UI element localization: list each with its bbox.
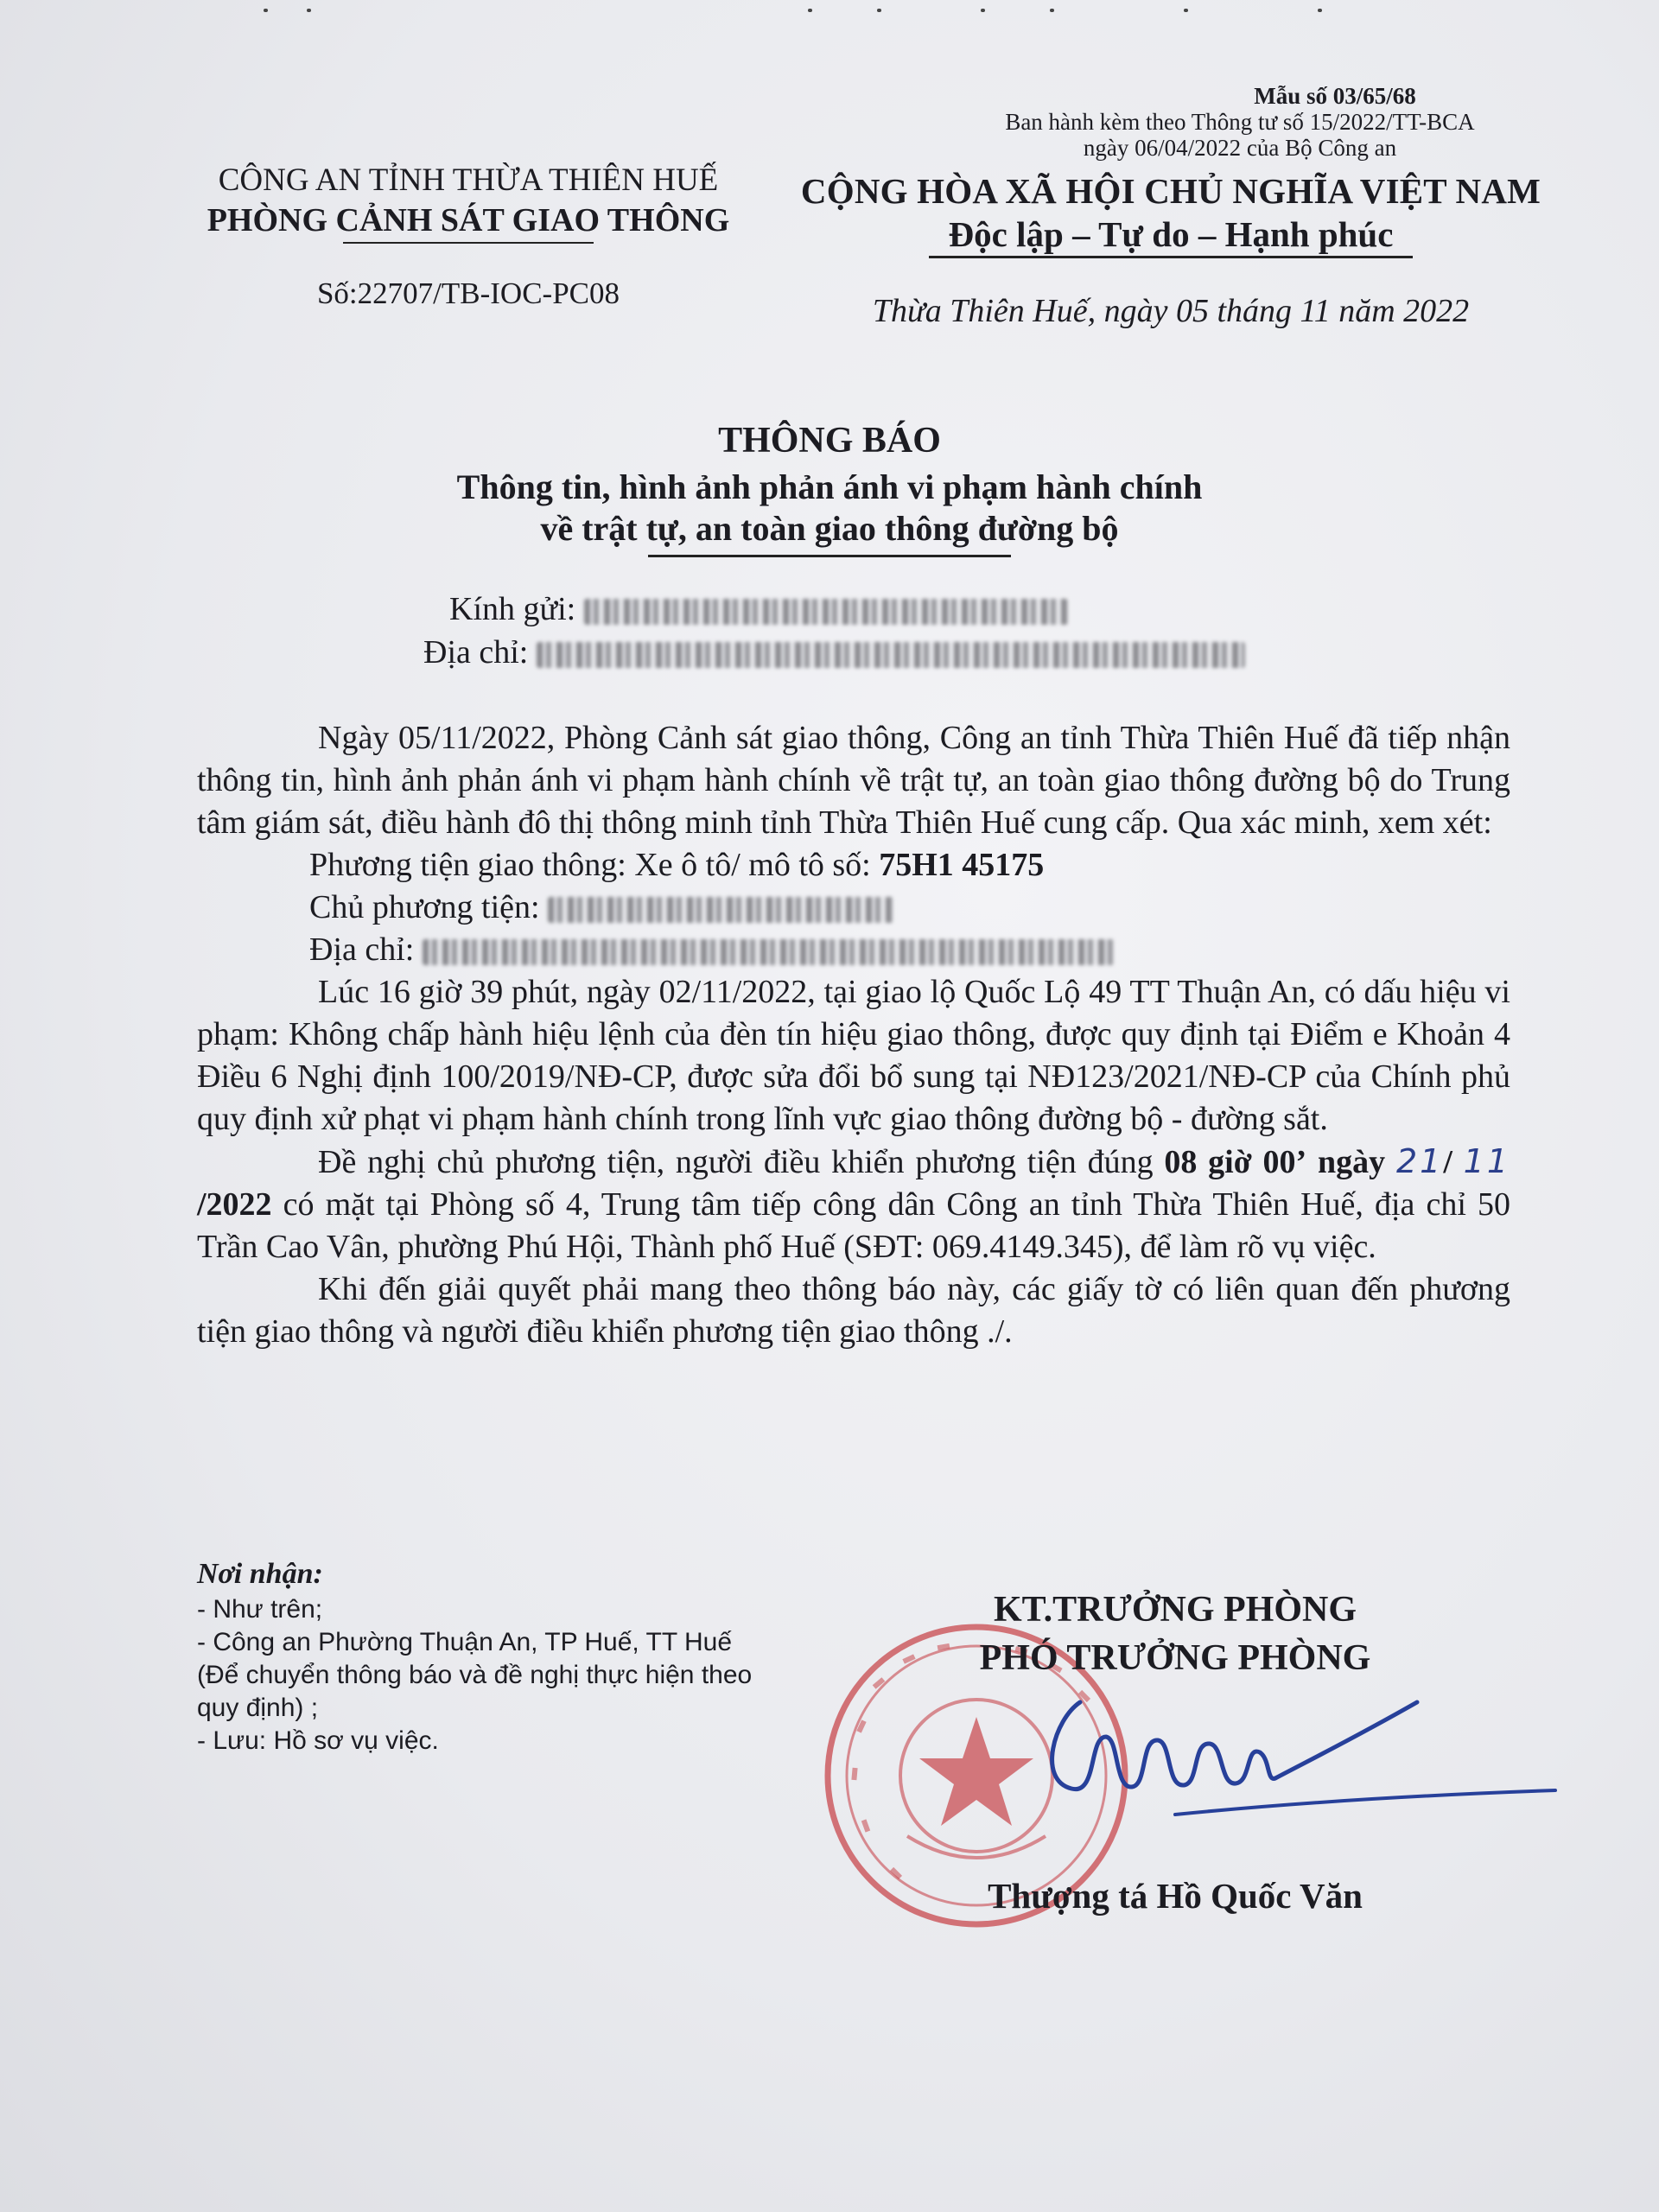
form-reference: [938, 83, 1542, 161]
handwritten-day: 21: [1395, 1142, 1444, 1180]
subtitle-line-1: Thông tin, hình ảnh phản ánh vi phạm hành chính: [456, 467, 1203, 506]
summons-intro: Đề nghị chủ phương tiện, người điều khiển phương tiện đúng: [318, 1144, 1154, 1180]
paragraph-summons: Đề nghị chủ phương tiện, người điều khiển phương tiện đúng 08 giờ 00’ ngày 21/ 11 /2022 có mặt tại Phòng số 4, Trung tâm tiếp công dân Công an tỉnh Thừa Thiên Huế, địa chỉ 50 Trần Cao Vân, phường Phú Hội, Thành phố Huế (SĐT: 069.4149.345), để làm rõ vụ việc.: [197, 1142, 1511, 1265]
issuing-agency: [183, 161, 753, 244]
owner-address-line: [197, 929, 1510, 971]
recipients-list: [197, 1555, 802, 1758]
form-code: Mẫu số 03/65/68: [1254, 83, 1416, 109]
recipient-address-label: Địa chỉ:: [423, 634, 529, 671]
summons-day-label: ngày: [1318, 1144, 1386, 1180]
redacted-owner-address: [423, 939, 1114, 965]
subtitle-line-2: về trật tự, an toàn giao thông đường bộ: [540, 509, 1119, 548]
paragraph-violation: Lúc 16 giờ 39 phút, ngày 02/11/2022, tại giao lộ Quốc Lộ 49 TT Thuận An, có dấu hiệu vi phạm: Không chấp hành hiệu lệnh của đèn tín hiệu giao thông, được quy định tại Điểm e Khoản 4 Điều 6 Nghị định 100/2019/NĐ-CP, được sửa đổi bổ sung tại NĐ123/2021/NĐ-CP của Chính phủ quy định xử phạt vi phạm hành chính trong lĩnh vực giao thông đường bộ - đường sắt.: [197, 974, 1510, 1137]
summons-location: có mặt tại Phòng số 4, Trung tâm tiếp công dân Công an tỉnh Thừa Thiên Huế, địa chỉ 50 Trần Cao Vân, phường Phú Hội, Thành phố Huế (SĐT: 069.4149.345), để làm rõ vụ việc.: [197, 1186, 1510, 1265]
nation-motto: Độc lập – Tự do – Hạnh phúc: [948, 214, 1394, 254]
agency-unit: PHÒNG CẢNH SÁT GIAO THÔNG: [207, 202, 730, 238]
redacted-recipient-address: [537, 642, 1245, 668]
vehicle-label: Phương tiện giao thông: Xe ô tô/ mô tô số:: [309, 847, 871, 883]
national-header: [791, 169, 1551, 258]
plate-number: 75H1 45175: [879, 847, 1045, 883]
owner-label: Chủ phương tiện:: [309, 889, 540, 925]
subtitle-underline: [648, 555, 1011, 557]
signer-name: Thượng tá Hồ Quốc Văn: [988, 1876, 1363, 1916]
summons-time: 08 giờ 00’: [1164, 1144, 1307, 1180]
paragraph-intake: Ngày 05/11/2022, Phòng Cảnh sát giao thông, Công an tỉnh Thừa Thiên Huế đã tiếp nhận thông tin, hình ảnh phản ánh vi phạm hành chính về trật tự, an toàn giao thông đường bộ do Trung tâm giám sát, điều hành đô thị thông minh tỉnh Thừa Thiên Huế cung cấp. Qua xác minh, xem xét:: [197, 720, 1510, 841]
dateline: Thừa Thiên Huế, ngày 05 tháng 11 năm 2022: [872, 293, 1470, 329]
form-line-2: ngày 06/04/2022 của Bộ Công an: [1083, 135, 1397, 161]
document-number: Số:22707/TB-IOC-PC08: [316, 276, 620, 310]
recipient-item: - Như trên;: [197, 1595, 323, 1624]
recipient-block: [423, 588, 1313, 674]
handwritten-signature: [1020, 1685, 1573, 1858]
recipient-item: - Công an Phường Thuận An, TP Huế, TT Huế: [197, 1628, 733, 1656]
document-subtitle: [0, 467, 1659, 557]
nation-name: CỘNG HÒA XÃ HỘI CHỦ NGHĨA VIỆT NAM: [800, 171, 1541, 211]
sign-title-1: KT.TRƯỞNG PHÒNG: [994, 1590, 1357, 1630]
owner-line: [197, 887, 1510, 929]
notice-body: [197, 717, 1510, 1353]
recipient-item: - Lưu: Hồ sơ vụ việc.: [197, 1726, 439, 1755]
redacted-recipient-name: [584, 599, 1068, 625]
recipient-item: quy định) ;: [197, 1694, 319, 1722]
recipient-to-label: Kính gửi:: [449, 591, 576, 627]
agency-parent: CÔNG AN TỈNH THỪA THIÊN HUẾ: [218, 162, 719, 198]
agency-underline: [343, 242, 594, 244]
paragraph-documents: Khi đến giải quyết phải mang theo thông báo này, các giấy tờ có liên quan đến phương tiện giao thông và người điều khiển phương tiện giao thông ./.: [197, 1271, 1510, 1350]
top-edge-marks: [0, 9, 1659, 19]
handwritten-month: 11: [1463, 1142, 1511, 1180]
form-line-1: Ban hành kèm theo Thông tư số 15/2022/TT-BCA: [1005, 109, 1475, 135]
sign-title-2: PHÓ TRƯỞNG PHÒNG: [979, 1638, 1371, 1678]
redacted-owner-name: [548, 897, 893, 923]
summons-year: /2022: [197, 1186, 272, 1223]
signature-title-block: [864, 1586, 1486, 1682]
recipients-heading: Nơi nhận:: [197, 1558, 323, 1590]
document-title: THÔNG BÁO: [718, 421, 941, 461]
owner-address-label: Địa chỉ:: [309, 931, 415, 968]
recipient-item: (Để chuyển thông báo và đề nghị thực hiện theo: [197, 1661, 753, 1689]
motto-underline: [929, 256, 1413, 258]
vehicle-line: [197, 844, 1510, 887]
